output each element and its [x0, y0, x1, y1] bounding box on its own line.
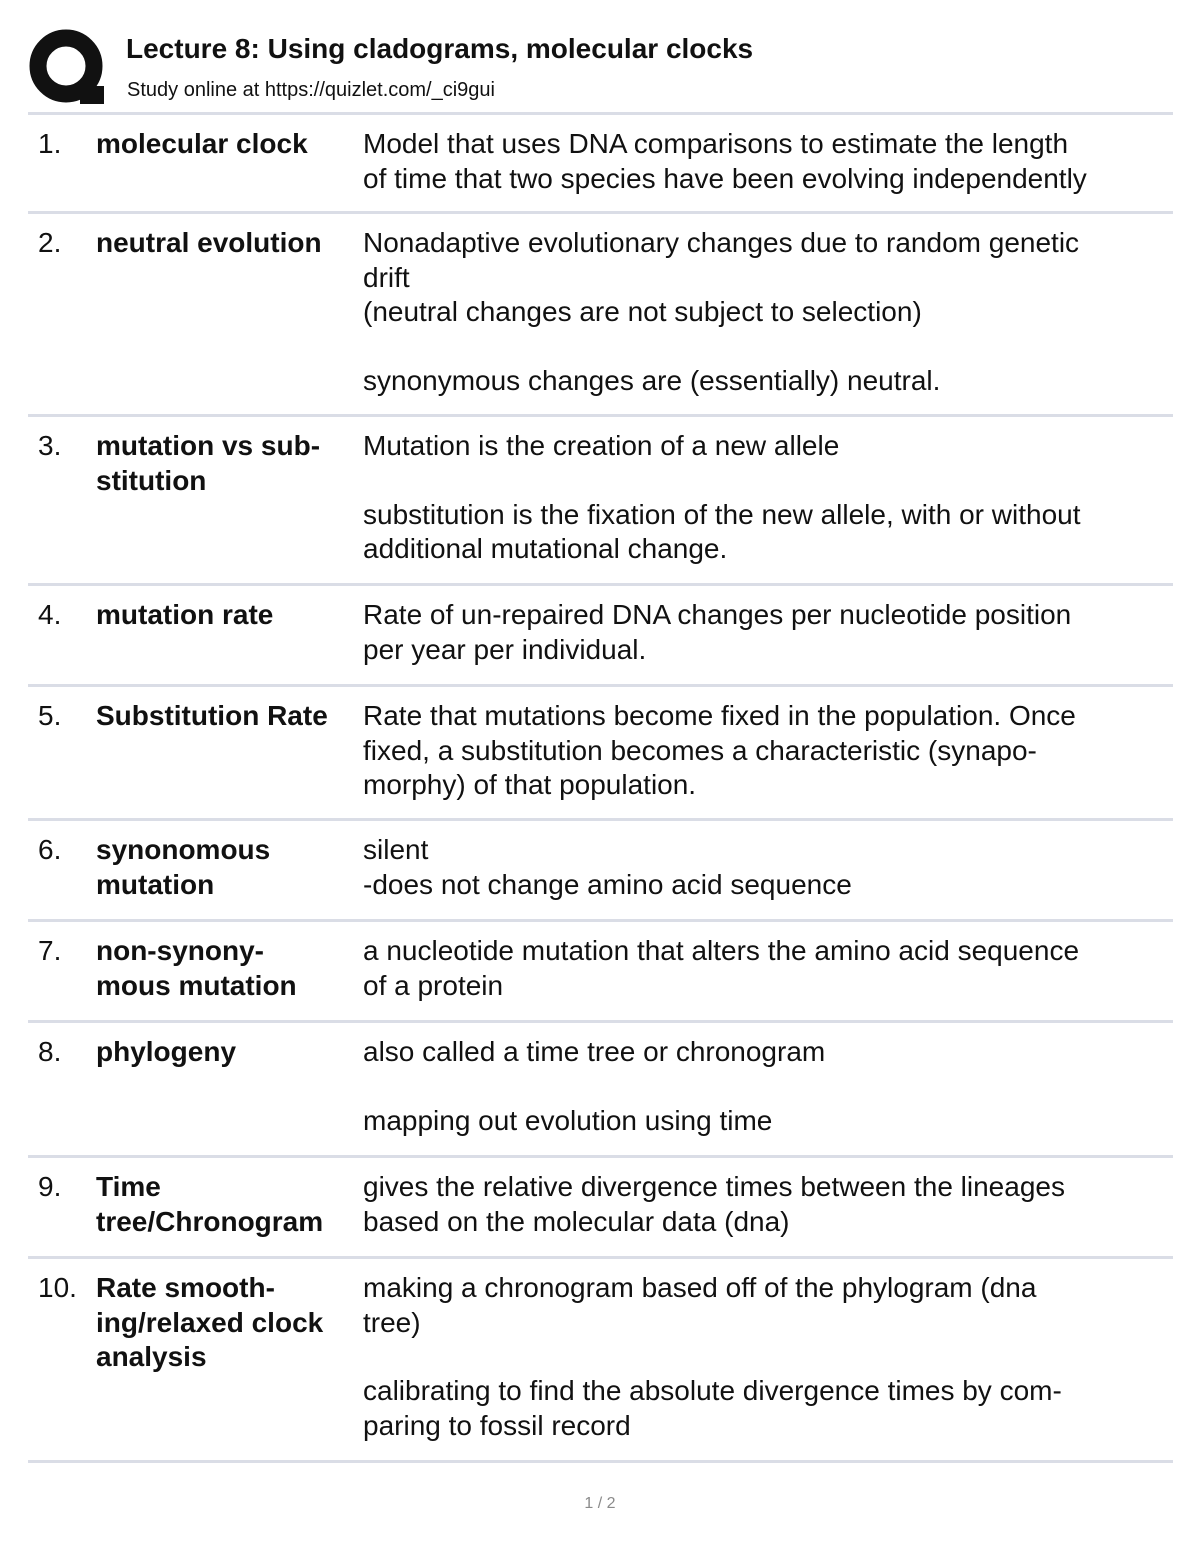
definition-line: synonymous changes are (essentially) neutral.	[363, 364, 941, 396]
term-line: tree/Chronogram	[96, 1205, 324, 1237]
term-line: Substitution Rate	[96, 700, 328, 731]
definition-line: Model that uses DNA comparisons to estimate the length	[363, 128, 1069, 159]
entry-term	[96, 1271, 361, 1375]
entry-definition	[363, 1271, 1168, 1443]
glossary-row	[28, 922, 1173, 1023]
term-line: Time	[96, 1171, 161, 1202]
entry-definition	[363, 934, 1168, 1003]
entry-number: 4.	[38, 599, 62, 630]
entry-number: 3.	[38, 430, 62, 461]
entry-term	[96, 598, 361, 633]
entry-number: 6.	[38, 834, 62, 865]
entry-number: 5.	[38, 700, 62, 731]
entry-definition	[363, 226, 1168, 398]
entry-term	[96, 699, 361, 734]
glossary-row	[28, 1023, 1173, 1158]
definition-line: substitution is the fixation of the new allele, with or without	[363, 498, 1081, 530]
definition-line: tree)	[363, 1306, 421, 1338]
definition-line: -does not change amino acid sequence	[363, 868, 852, 900]
quizlet-q-logo-icon	[28, 28, 108, 108]
definition-line: of a protein	[363, 969, 504, 1001]
definition-line: gives the relative divergence times between the lineages	[363, 1171, 1065, 1202]
glossary-row	[28, 586, 1173, 687]
entry-definition	[363, 699, 1168, 803]
entry-number: 7.	[38, 935, 62, 966]
entry-definition	[363, 1170, 1168, 1239]
glossary-list	[28, 115, 1173, 1463]
entry-definition	[363, 429, 1168, 567]
term-line: phylogeny	[96, 1036, 237, 1067]
term-line: molecular clock	[96, 128, 308, 159]
entry-term	[96, 226, 361, 261]
entry-definition	[363, 1035, 1168, 1138]
entry-definition	[363, 598, 1168, 667]
glossary-row	[28, 115, 1173, 214]
term-line: analysis	[96, 1341, 207, 1372]
glossary-row	[28, 821, 1173, 922]
definition-line: per year per individual.	[363, 633, 647, 665]
entry-definition	[363, 833, 1168, 902]
entry-term	[96, 934, 361, 1003]
definition-line: morphy) of that population.	[363, 769, 697, 800]
entry-term	[96, 429, 361, 498]
glossary-row	[28, 1158, 1173, 1259]
term-line: non-synony-	[96, 935, 264, 966]
glossary-row	[28, 417, 1173, 586]
definition-line: Rate of un-repaired DNA changes per nucleotide position	[363, 599, 1072, 630]
definition-line: fixed, a substitution becomes a characteristic (synapo-	[363, 734, 1037, 766]
definition-line: silent	[363, 834, 429, 865]
definition-line: Nonadaptive evolutionary changes due to random genetic	[363, 227, 1080, 258]
entry-number: 2.	[38, 227, 62, 258]
glossary-row	[28, 214, 1173, 417]
term-line: Rate smooth-	[96, 1272, 275, 1303]
definition-line: additional mutational change.	[363, 533, 728, 564]
page-number: 1 / 2	[584, 1495, 616, 1512]
study-link-text: Study online at https://quizlet.com/_ci9gui	[127, 79, 495, 101]
definition-line: mapping out evolution using time	[363, 1104, 773, 1136]
term-line: mous mutation	[96, 969, 297, 1001]
entry-definition	[363, 127, 1168, 196]
term-line: mutation rate	[96, 599, 274, 630]
page-title: Lecture 8: Using cladograms, molecular clocks	[126, 33, 754, 64]
entry-term	[96, 1170, 361, 1239]
definition-line: calibrating to find the absolute divergence times by com-	[363, 1375, 1062, 1406]
definition-line: making a chronogram based off of the phylogram (dna	[363, 1272, 1037, 1303]
term-line: synonomous	[96, 834, 271, 865]
definition-line: based on the molecular data (dna)	[363, 1205, 790, 1237]
definition-line: of time that two species have been evolving independently	[363, 162, 1087, 194]
term-line: ing/relaxed clock	[96, 1306, 324, 1338]
definition-line: a nucleotide mutation that alters the amino acid sequence	[363, 935, 1080, 966]
entry-number: 1.	[38, 128, 62, 159]
definition-line: Rate that mutations become fixed in the population. Once	[363, 700, 1076, 731]
entry-number: 10.	[38, 1272, 77, 1303]
term-line: mutation	[96, 868, 215, 900]
definition-line: drift	[363, 261, 410, 293]
definition-line: paring to fossil record	[363, 1409, 631, 1441]
definition-line: (neutral changes are not subject to selection)	[363, 296, 922, 327]
glossary-row	[28, 1259, 1173, 1463]
entry-term	[96, 833, 361, 902]
term-line: mutation vs sub-	[96, 430, 321, 461]
term-line: stitution	[96, 464, 207, 496]
entry-term	[96, 127, 361, 162]
glossary-row	[28, 687, 1173, 821]
term-line: neutral evolution	[96, 227, 322, 258]
entry-term	[96, 1035, 361, 1070]
entry-number: 8.	[38, 1036, 62, 1067]
definition-line: Mutation is the creation of a new allele	[363, 430, 840, 461]
entry-number: 9.	[38, 1171, 62, 1202]
definition-line: also called a time tree or chronogram	[363, 1036, 826, 1067]
